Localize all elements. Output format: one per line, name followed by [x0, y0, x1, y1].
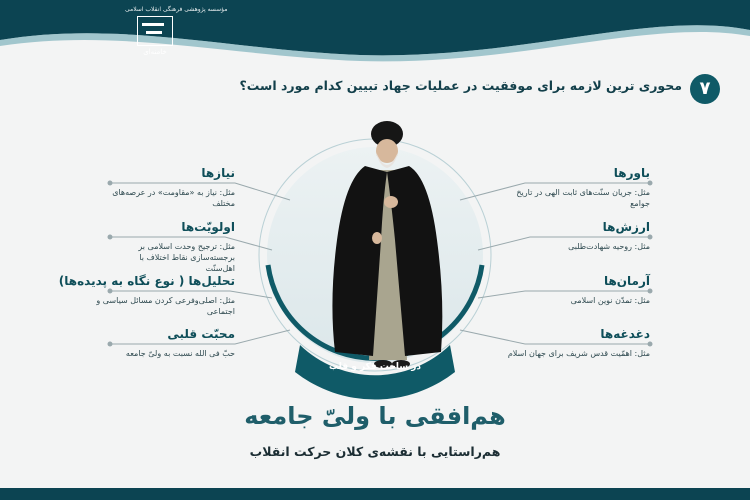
question-number-badge: ۷: [690, 74, 720, 104]
logo-signature: خامنه‌ای: [143, 48, 167, 56]
left-item-title: محبّت قلبی: [167, 327, 235, 341]
right-item-desc: مثل: تمدّن نوین اسلامی: [570, 296, 650, 305]
leader-figure-illustration: [325, 120, 455, 370]
left-item-desc: مثل: نیاز به «مقاومت» در عرصه‌های مختلف: [112, 188, 235, 208]
right-item-title: ارزش‌ها: [602, 220, 650, 234]
right-item-title: آرمان‌ها: [603, 274, 650, 288]
footer-bar: [0, 488, 750, 500]
left-item-title: تحلیل‌ها ( نوع نگاه به پدیده‌ها): [58, 274, 235, 288]
left-item-desc: مثل: اصلی‌وفرعی کردن مسائل سیاسی و اجتماعی: [96, 296, 235, 316]
question-text: محوری ترین لازمه برای موفقیت در عملیات جهاد تبیین کدام مورد است؟: [239, 78, 682, 93]
right-item-desc: مثل: جریان سنّت‌های ثابت الهی در تاریخ جوامع: [516, 188, 650, 208]
right-item-desc: مثل: اهمّیت قدس شریف برای جهان اسلام: [507, 349, 650, 358]
left-item-title: اولویّت‌ها: [181, 220, 235, 234]
left-item-desc: مثل: ترجیح وحدت اسلامی بر برجسته‌سازی نقاط اختلاف با اهل‌سنّت: [138, 242, 235, 273]
sub-title: هم‌راستایی با نقشه‌ی کلان حرکت انقلاب: [249, 444, 501, 459]
left-item-desc: حبّ فی الله نسبت به ولیّ جامعه: [125, 349, 235, 358]
right-item-title: باورها: [613, 166, 650, 180]
arc-label: در ساحت فکر و قلب: [329, 362, 421, 372]
main-title: هم‌افقی با ولیّ جامعه: [244, 402, 506, 430]
right-item-title: دغدغه‌ها: [600, 327, 650, 341]
right-item-desc: مثل: روحیه شهادت‌طلبی: [568, 242, 650, 251]
logo-org-line: مؤسسه پژوهشی فرهنگی انقلاب اسلامی: [125, 6, 228, 13]
left-item-title: نیازها: [201, 166, 235, 180]
